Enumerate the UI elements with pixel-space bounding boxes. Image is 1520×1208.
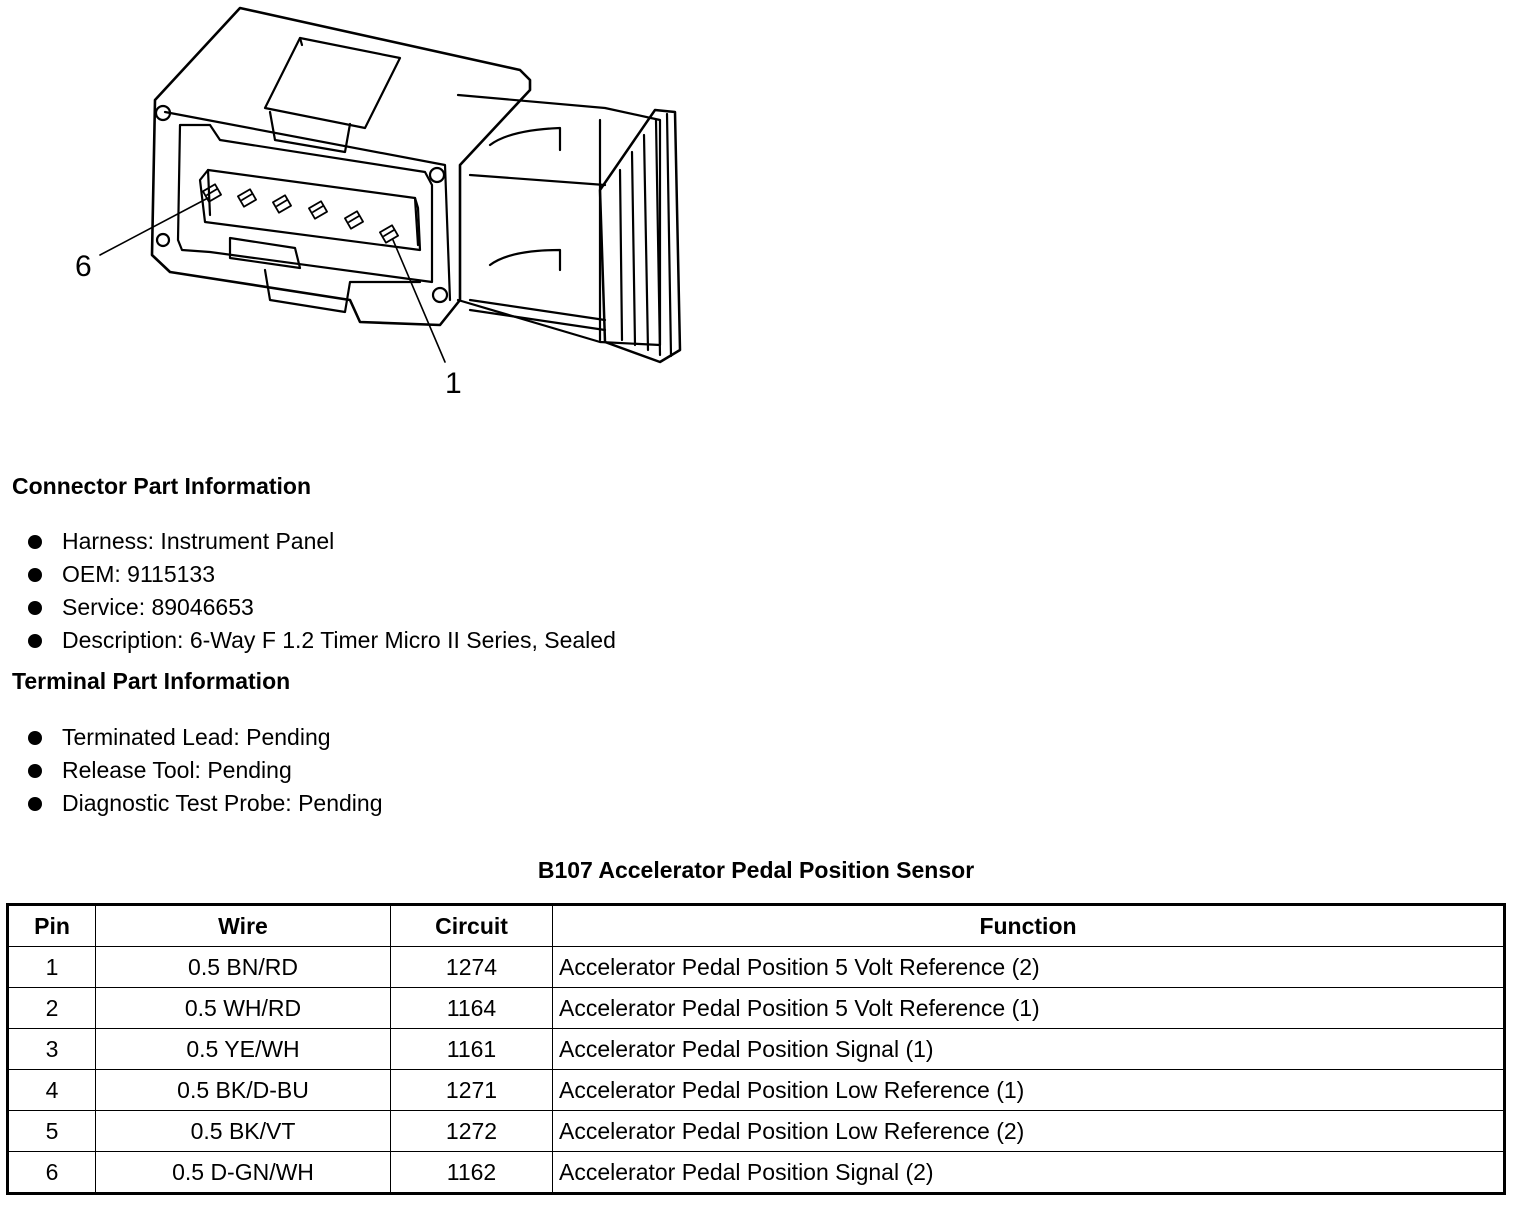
cell-function: Accelerator Pedal Position 5 Volt Reference (2) xyxy=(553,947,1505,988)
cell-circuit: 1161 xyxy=(391,1029,553,1070)
connector-end-cap xyxy=(600,110,680,362)
bullet-icon xyxy=(28,601,42,615)
bullet-icon xyxy=(28,764,42,778)
bullet-icon xyxy=(28,634,42,648)
pinout-table xyxy=(6,903,1506,1195)
table-row xyxy=(8,1029,1505,1070)
terminal-cavity-1 xyxy=(380,225,398,242)
list-item: Description: 6-Way F 1.2 Timer Micro II Series, Sealed xyxy=(28,624,616,657)
cell-circuit: 1271 xyxy=(391,1070,553,1111)
cell-circuit: 1164 xyxy=(391,988,553,1029)
cell-wire: 0.5 WH/RD xyxy=(96,988,391,1029)
list-item: Terminated Lead: Pending xyxy=(28,721,383,754)
terminal-info-list xyxy=(28,721,383,820)
terminal-cavity-3 xyxy=(309,201,327,218)
terminal-info-title: Terminal Part Information xyxy=(12,668,291,694)
terminal-cavity-2 xyxy=(345,211,363,228)
bullet-icon xyxy=(28,731,42,745)
terminal-cavity-5 xyxy=(238,189,256,206)
cell-circuit: 1162 xyxy=(391,1152,553,1194)
table-row xyxy=(8,1152,1505,1194)
list-item: Service: 89046653 xyxy=(28,591,616,624)
table-header-row xyxy=(8,905,1505,947)
cell-pin: 5 xyxy=(8,1111,96,1152)
header-function: Function xyxy=(553,905,1505,947)
cell-wire: 0.5 BN/RD xyxy=(96,947,391,988)
list-item: OEM: 9115133 xyxy=(28,558,616,591)
bullet-icon xyxy=(28,568,42,582)
cell-wire: 0.5 BK/VT xyxy=(96,1111,391,1152)
cell-circuit: 1272 xyxy=(391,1111,553,1152)
cell-pin: 3 xyxy=(8,1029,96,1070)
list-item: Harness: Instrument Panel xyxy=(28,525,616,558)
connector-info-list xyxy=(28,525,616,657)
cell-function: Accelerator Pedal Position Signal (2) xyxy=(553,1152,1505,1194)
cell-pin: 1 xyxy=(8,947,96,988)
table-row xyxy=(8,1111,1505,1152)
list-item: Diagnostic Test Probe: Pending xyxy=(28,787,383,820)
terminal-cavity-4 xyxy=(273,195,291,212)
connector-rear-body xyxy=(458,95,660,345)
bullet-icon xyxy=(28,797,42,811)
connector-info-title: Connector Part Information xyxy=(12,473,312,499)
cell-pin: 6 xyxy=(8,1152,96,1194)
header-circuit: Circuit xyxy=(391,905,553,947)
cell-function: Accelerator Pedal Position 5 Volt Reference (1) xyxy=(553,988,1505,1029)
table-row xyxy=(8,1070,1505,1111)
callout-6-label: 6 xyxy=(75,250,92,283)
cell-pin: 2 xyxy=(8,988,96,1029)
bullet-icon xyxy=(28,535,42,549)
header-wire: Wire xyxy=(96,905,391,947)
list-item: Release Tool: Pending xyxy=(28,754,383,787)
table-row xyxy=(8,947,1505,988)
cell-wire: 0.5 BK/D-BU xyxy=(96,1070,391,1111)
table-row xyxy=(8,988,1505,1029)
cell-function: Accelerator Pedal Position Low Reference (1) xyxy=(553,1070,1505,1111)
cell-pin: 4 xyxy=(8,1070,96,1111)
cell-function: Accelerator Pedal Position Signal (1) xyxy=(553,1029,1505,1070)
table-title: B107 Accelerator Pedal Position Sensor xyxy=(537,857,975,883)
cell-wire: 0.5 D-GN/WH xyxy=(96,1152,391,1194)
cell-function: Accelerator Pedal Position Low Reference (2) xyxy=(553,1111,1505,1152)
header-pin: Pin xyxy=(8,905,96,947)
callout-1-label: 1 xyxy=(445,367,462,400)
cell-wire: 0.5 YE/WH xyxy=(96,1029,391,1070)
cell-circuit: 1274 xyxy=(391,947,553,988)
connector-diagram xyxy=(60,0,700,410)
connector-housing xyxy=(152,8,530,325)
